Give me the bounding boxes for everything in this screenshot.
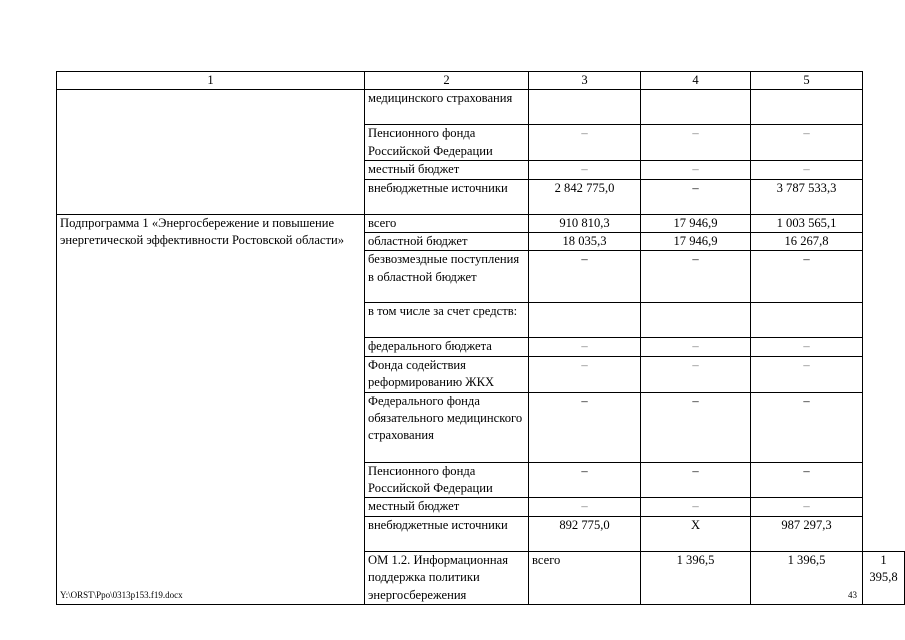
subprogram-name: Подпрограмма 1 «Энергосбережение и повышение энергетической эффективности Ростовской области» xyxy=(57,214,365,604)
source-cell: федерального бюджета xyxy=(365,338,529,356)
source-cell: всего xyxy=(365,214,529,232)
source-cell: медицинского страхования xyxy=(365,90,529,125)
source-cell: внебюджетные источники xyxy=(365,516,529,551)
value-cell xyxy=(641,90,751,125)
value-cell: – xyxy=(641,498,751,516)
value-cell: 17 946,9 xyxy=(641,233,751,251)
value-cell: 2 842 775,0 xyxy=(529,179,641,214)
value-cell: – xyxy=(529,392,641,462)
table-row xyxy=(57,214,905,232)
value-cell: 892 775,0 xyxy=(529,516,641,551)
value-cell xyxy=(751,303,863,338)
value-cell: – xyxy=(751,462,863,498)
source-cell: Федерального фонда обязательного медицинского страхования xyxy=(365,392,529,462)
value-cell: – xyxy=(529,462,641,498)
source-cell: местный бюджет xyxy=(365,498,529,516)
value-cell: – xyxy=(529,498,641,516)
value-cell: – xyxy=(641,125,751,161)
source-cell: безвозмездные поступления в областной бюджет xyxy=(365,251,529,303)
om12-name: ОМ 1.2. Информационная поддержка политики энергосбережения xyxy=(365,551,529,604)
source-cell: местный бюджет xyxy=(365,161,529,179)
source-cell: областной бюджет xyxy=(365,233,529,251)
value-cell: – xyxy=(751,338,863,356)
value-cell: – xyxy=(751,498,863,516)
value-cell: – xyxy=(751,161,863,179)
value-cell: 18 035,3 xyxy=(529,233,641,251)
value-cell: – xyxy=(641,462,751,498)
header-col-4: 4 xyxy=(641,72,751,90)
source-cell: Фонда содействия реформированию ЖКХ xyxy=(365,356,529,392)
footer-file-path: Y:\ORST\Ppo\0313p153.f19.docx xyxy=(60,590,183,600)
source-cell: внебюджетные источники xyxy=(365,179,529,214)
value-cell: – xyxy=(529,125,641,161)
value-cell: 17 946,9 xyxy=(641,214,751,232)
value-cell: – xyxy=(751,356,863,392)
value-cell: – xyxy=(641,179,751,214)
value-cell: – xyxy=(529,161,641,179)
source-cell: всего xyxy=(529,551,641,604)
program-name-cell-empty xyxy=(57,90,365,214)
header-row xyxy=(57,72,905,90)
source-cell: Пенсионного фонда Российской Федерации xyxy=(365,462,529,498)
value-cell: 1 396,5 xyxy=(751,551,863,604)
value-cell xyxy=(529,90,641,125)
value-cell: 16 267,8 xyxy=(751,233,863,251)
table-row xyxy=(57,90,905,125)
value-cell: – xyxy=(751,392,863,462)
value-cell: 1 003 565,1 xyxy=(751,214,863,232)
value-cell: – xyxy=(529,356,641,392)
value-cell xyxy=(529,303,641,338)
header-col-2: 2 xyxy=(365,72,529,90)
value-cell: 3 787 533,3 xyxy=(751,179,863,214)
value-cell: – xyxy=(529,338,641,356)
value-cell: – xyxy=(641,161,751,179)
value-cell: – xyxy=(751,125,863,161)
footer-page-number: 43 xyxy=(848,590,857,600)
value-cell: 1 396,5 xyxy=(641,551,751,604)
source-cell: в том числе за счет средств: xyxy=(365,303,529,338)
header-col-5: 5 xyxy=(751,72,863,90)
header-col-3: 3 xyxy=(529,72,641,90)
value-cell: 910 810,3 xyxy=(529,214,641,232)
value-cell xyxy=(641,303,751,338)
value-cell: – xyxy=(641,338,751,356)
value-cell: – xyxy=(751,251,863,303)
header-col-1: 1 xyxy=(57,72,365,90)
value-cell: – xyxy=(641,251,751,303)
value-cell xyxy=(751,90,863,125)
value-cell: – xyxy=(529,251,641,303)
source-cell: Пенсионного фонда Российской Федерации xyxy=(365,125,529,161)
value-cell: Х xyxy=(641,516,751,551)
value-cell: 987 297,3 xyxy=(751,516,863,551)
budget-table xyxy=(56,71,905,605)
value-cell: – xyxy=(641,356,751,392)
value-cell: 1 395,8 xyxy=(863,551,905,604)
value-cell: – xyxy=(641,392,751,462)
